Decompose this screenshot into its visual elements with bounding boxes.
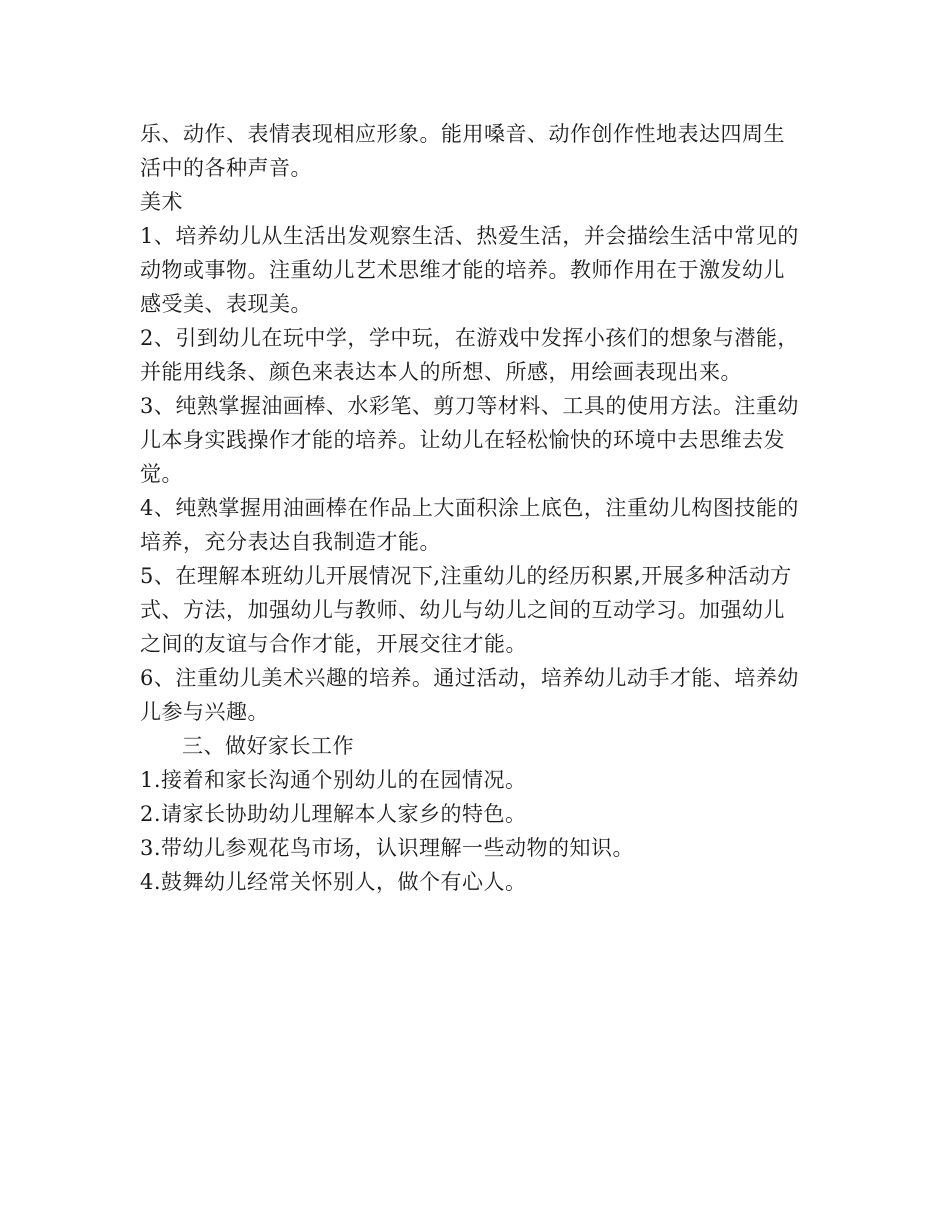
section-heading-parent-work: 三、做好家长工作: [182, 734, 354, 758]
body-line: 活中的各种声音。: [140, 156, 312, 180]
body-line: 培养，充分表达自我制造才能。: [140, 530, 441, 554]
body-line: 觉。: [140, 462, 183, 486]
body-line: 5、在理解本班幼儿开展情况下,注重幼儿的经历积累,开展多种活动方: [140, 564, 792, 588]
section-heading-art: 美术: [140, 190, 183, 214]
list-item: 1.接着和家长沟通个别幼儿的在园情况。: [140, 768, 527, 792]
body-line: 3、纯熟掌握油画棒、水彩笔、剪刀等材料、工具的使用方法。注重幼: [140, 394, 799, 418]
list-item: 2.请家长协助幼儿理解本人家乡的特色。: [140, 802, 527, 826]
body-line: 乐、动作、表情表现相应形象。能用嗓音、动作创作性地表达四周生: [140, 122, 785, 146]
document-body: [140, 117, 820, 899]
body-line: 儿参与兴趣。: [140, 700, 269, 724]
body-line: 1、培养幼儿从生活出发观察生活、热爱生活，并会描绘生活中常见的: [140, 224, 799, 248]
body-line: 6、注重幼儿美术兴趣的培养。通过活动，培养幼儿动手才能、培养幼: [140, 666, 799, 690]
body-line: 式、方法，加强幼儿与教师、幼儿与幼儿之间的互动学习。加强幼儿: [140, 598, 785, 622]
body-line: 动物或事物。注重幼儿艺术思维才能的培养。教师作用在于激发幼儿: [140, 258, 785, 282]
body-line: 4、纯熟掌握用油画棒在作品上大面积涂上底色，注重幼儿构图技能的: [140, 496, 799, 520]
body-line: 2、引到幼儿在玩中学，学中玩，在游戏中发挥小孩们的想象与潜能，: [140, 326, 799, 350]
body-line: 感受美、表现美。: [140, 292, 312, 316]
list-item: 3.带幼儿参观花鸟市场，认识理解一些动物的知识。: [140, 836, 635, 860]
body-line: 儿本身实践操作才能的培养。让幼儿在轻松愉快的环境中去思维去发: [140, 428, 785, 452]
body-line: 并能用线条、颜色来表达本人的所想、所感，用绘画表现出来。: [140, 360, 742, 384]
list-item: 4.鼓舞幼儿经常关怀别人，做个有心人。: [140, 870, 527, 894]
body-line: 之间的友谊与合作才能，开展交往才能。: [140, 632, 527, 656]
